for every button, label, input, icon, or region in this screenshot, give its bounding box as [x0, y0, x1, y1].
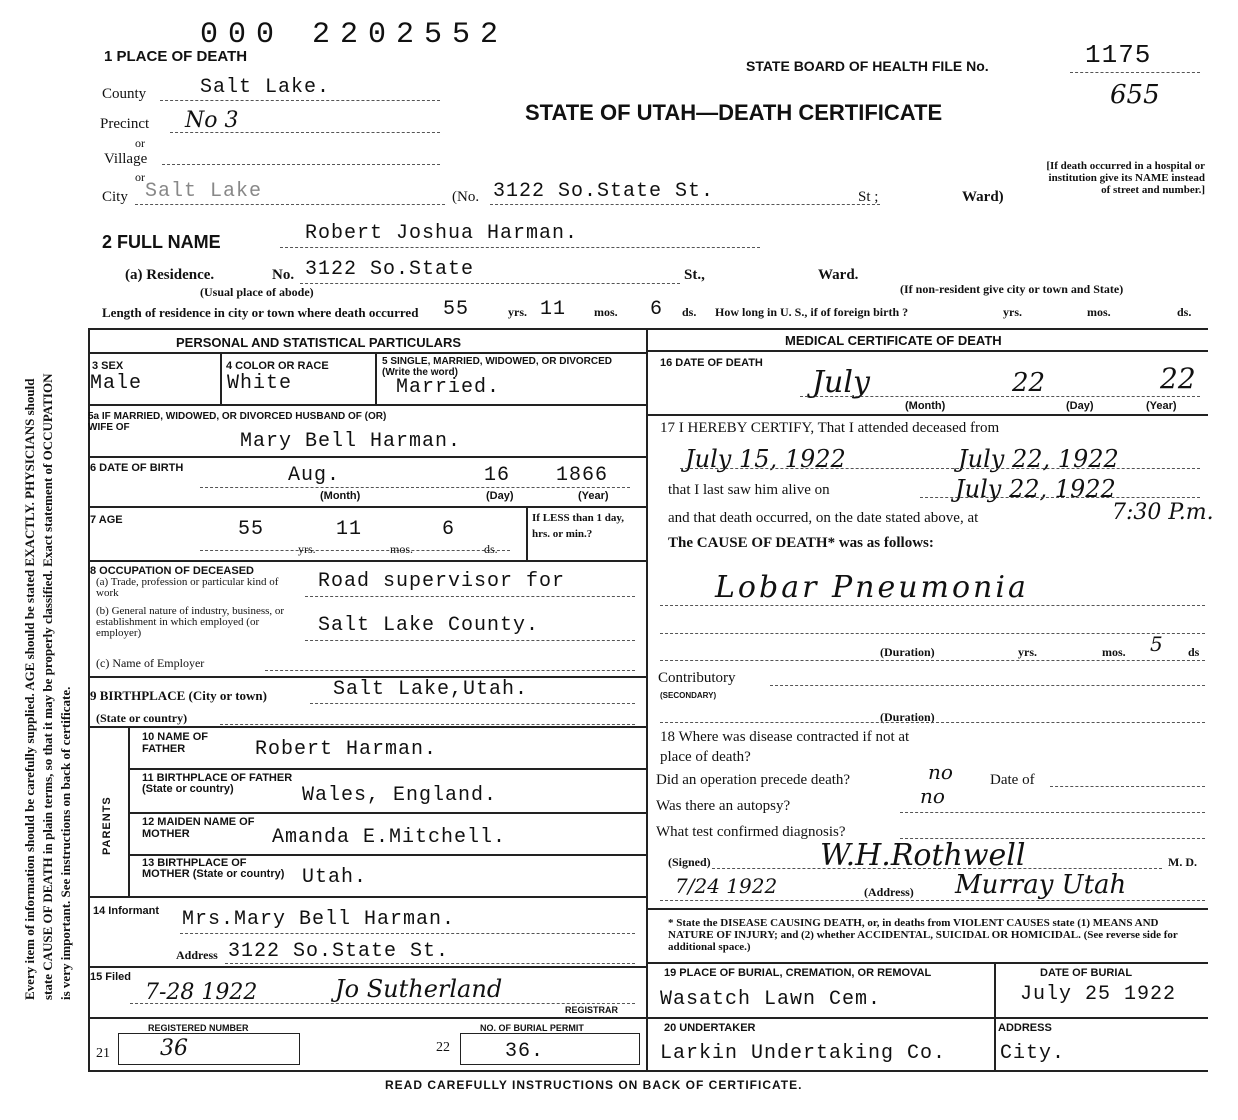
registered-number-value: 36	[160, 1036, 188, 1061]
undertaker-value: Larkin Undertaking Co.	[660, 1042, 947, 1065]
registered-number-label: REGISTERED NUMBER	[148, 1023, 249, 1033]
precinct-label: Precinct	[100, 116, 150, 132]
length-residence-label: Length of residence in city or town where death occurred	[102, 305, 419, 320]
county-value: Salt Lake.	[200, 76, 331, 99]
informant-label: 14 Informant	[93, 905, 160, 917]
date-of-death-year: 22	[1160, 362, 1196, 395]
age-label: 7 AGE	[90, 514, 123, 526]
secondary-label: (SECONDARY)	[660, 691, 717, 700]
marital-label: 5 SINGLE, MARRIED, WIDOWED, OR DIVORCED (Write the word)	[382, 356, 613, 378]
physician-address: Murray Utah	[955, 870, 1127, 900]
md-label: M. D.	[1168, 855, 1197, 869]
burial-place-value: Wasatch Lawn Cem.	[660, 988, 882, 1011]
street-value: 3122 So.State St.	[493, 180, 715, 203]
personal-heading: PERSONAL AND STATISTICAL PARTICULARS	[176, 335, 462, 350]
signed-date: 7/24 1922	[675, 874, 778, 898]
length-ds-label: ds.	[682, 305, 697, 319]
burial-date-label: DATE OF BURIAL	[1040, 967, 1133, 979]
birthplace-value: Salt Lake,Utah.	[333, 678, 529, 701]
residence-value: 3122 So.State	[305, 258, 475, 281]
burial-permit-value: 36.	[505, 1040, 545, 1063]
informant-address-value: 3122 So.State St.	[228, 940, 450, 963]
residence-label: (a) Residence.	[125, 267, 215, 283]
cause-of-death: Lobar Pneumonia	[715, 570, 1029, 605]
place-of-death-label: 1 PLACE OF DEATH	[104, 48, 248, 65]
side-instruction-1: Every item of information should be carefully supplied. AGE should be stated EXACTLY. PHYSICIANS should	[22, 378, 37, 1000]
dob-month: Aug.	[288, 464, 341, 487]
length-months: 11	[540, 298, 567, 321]
filed-label: 15 Filed	[90, 971, 131, 983]
or-label-1: or	[135, 136, 145, 150]
file-number: 1175	[1085, 40, 1152, 70]
nonresident-label: (If non-resident give city or town and State)	[900, 282, 1124, 296]
usual-abode-label: (Usual place of abode)	[200, 285, 314, 299]
operation-value: no	[928, 760, 953, 784]
street-st-label: St ;	[858, 189, 879, 205]
certificate-title: STATE OF UTAH—DEATH CERTIFICATE	[525, 100, 943, 125]
registrar-signature: Jo Sutherland	[335, 975, 503, 1003]
q18-label: 18 Where was disease contracted if not at place of death?	[660, 729, 910, 765]
undertaker-address-value: City.	[1000, 1042, 1066, 1065]
undertaker-label: 20 UNDERTAKER	[664, 1022, 756, 1034]
death-day-label: (Day)	[1066, 400, 1094, 412]
mother-birthplace-label: 13 BIRTHPLACE OF MOTHER (State or country)	[142, 857, 285, 880]
occupation-b-value: Salt Lake County.	[318, 614, 540, 637]
death-year-label: (Year)	[1146, 400, 1177, 412]
test-label: What test confirmed diagnosis?	[656, 824, 846, 840]
spouse-value: Mary Bell Harman.	[240, 430, 462, 453]
occupation-b-label: (b) General nature of industry, business, or establishment in which employed (or employer)	[96, 605, 285, 639]
birthplace-label: 9 BIRTHPLACE (City or town)	[90, 688, 267, 703]
father-name-label: 10 NAME OF FATHER	[142, 731, 209, 755]
duration-mos-label: mos.	[1102, 645, 1126, 659]
physician-signature: W.H.Rothwell	[820, 838, 1026, 873]
father-birthplace-value: Wales, England.	[302, 784, 498, 807]
dob-day-label: (Day)	[486, 490, 514, 502]
father-birthplace-label: 11 BIRTHPLACE OF FATHER (State or country)	[142, 772, 293, 795]
dob-year-label: (Year)	[578, 490, 609, 502]
date-of-death-day: 22	[1012, 368, 1046, 398]
full-name-label: 2 FULL NAME	[102, 232, 221, 252]
informant-value: Mrs.Mary Bell Harman.	[182, 908, 456, 931]
length-years: 55	[443, 298, 470, 321]
age-ds-label: ds.	[484, 542, 498, 556]
duration-yrs-label: yrs.	[1018, 645, 1037, 659]
sex-value: Male	[90, 372, 143, 395]
mother-name-value: Amanda E.Mitchell.	[272, 826, 507, 849]
age-yrs-label: yrs.	[298, 542, 316, 556]
residence-no-label: No.	[272, 267, 295, 283]
foreign-ds-label: ds.	[1177, 305, 1192, 319]
attend-from: July 15, 1922	[685, 445, 846, 473]
duration-value: 5	[1150, 632, 1163, 656]
race-label: 4 COLOR OR RACE	[226, 360, 329, 372]
village-label: Village	[104, 151, 148, 167]
registered-number-box	[118, 1033, 300, 1065]
street-no-label: (No.	[452, 189, 480, 205]
city-label: City	[102, 189, 128, 205]
less-than-day-label: If LESS than 1 day, hrs. or min.?	[532, 512, 625, 540]
autopsy-value: no	[920, 784, 945, 808]
age-mos-label: mos.	[390, 542, 414, 556]
date-of-label: Date of	[990, 772, 1035, 788]
medical-heading: MEDICAL CERTIFICATE OF DEATH	[785, 333, 1002, 348]
birthplace-state-label: (State or country)	[96, 711, 188, 725]
medical-footnote: * State the DISEASE CAUSING DEATH, or, in deaths from VIOLENT CAUSES state (1) MEANS AND NATURE OF INJURY; and (2) whether ACCIDENTAL, SUICIDAL OR HOMICIDAL. (See reverse side for additional space.)	[668, 917, 1178, 953]
race-value: White	[227, 372, 293, 395]
date-of-death-label: 16 DATE OF DEATH	[660, 357, 763, 369]
occupation-c-label: (c) Name of Employer	[96, 656, 205, 670]
occupation-a-value: Road supervisor for	[318, 570, 566, 593]
occupation-a-label: (a) Trade, profession or particular kind of work	[96, 576, 279, 599]
or-label-2: or	[135, 170, 145, 184]
cause-label: The CAUSE OF DEATH* was as follows:	[668, 535, 934, 551]
mother-name-label: 12 MAIDEN NAME OF MOTHER	[142, 816, 255, 840]
dob-year: 1866	[556, 464, 609, 487]
spouse-label: 5a IF MARRIED, WIDOWED, OR DIVORCED HUSBAND OF (OR) WIFE OF	[88, 411, 387, 433]
footer-instructions: READ CAREFULLY INSTRUCTIONS ON BACK OF CERTIFICATE.	[385, 1078, 803, 1092]
informant-address-label: Address	[176, 948, 218, 962]
death-month-label: (Month)	[905, 400, 946, 412]
duration-ds-label: ds	[1188, 645, 1200, 659]
last-saw-date: July 22, 1922	[955, 475, 1116, 503]
marital-value: Married.	[396, 376, 501, 399]
last-saw-label: that I last saw him alive on	[668, 482, 830, 498]
mother-birthplace-value: Utah.	[302, 866, 368, 889]
foreign-yrs-label: yrs.	[1003, 305, 1022, 319]
age-months: 11	[336, 518, 363, 541]
certify-label: 17 I HEREBY CERTIFY, That I attended deceased from	[660, 420, 1000, 436]
duration-label: (Duration)	[880, 645, 935, 659]
address-label: (Address)	[864, 885, 914, 899]
occurred-label: and that death occurred, on the date stated above, at	[668, 510, 979, 526]
dob-month-label: (Month)	[320, 490, 361, 502]
county-label: County	[102, 86, 147, 102]
residence-st-label: St.,	[684, 267, 705, 283]
burial-permit-prefix: 22	[436, 1040, 450, 1055]
precinct-value: No 3	[185, 108, 239, 133]
file-number-label: STATE BOARD OF HEALTH FILE No.	[746, 58, 989, 74]
length-days: 6	[650, 298, 664, 321]
full-name-value: Robert Joshua Harman.	[305, 222, 579, 245]
side-instruction-3: is very important. See instructions on back of certificate.	[58, 686, 73, 1000]
burial-permit-box	[460, 1033, 640, 1065]
registrar-label: REGISTRAR	[565, 1005, 619, 1015]
foreign-birth-label: How long in U. S., if of foreign birth ?	[715, 305, 909, 319]
father-name-value: Robert Harman.	[255, 738, 438, 761]
filed-date: 7-28 1922	[145, 980, 258, 1005]
city-value: Salt Lake	[145, 180, 263, 203]
time-of-death: 7:30 P.m.	[1112, 500, 1214, 525]
ward-label: Ward)	[962, 189, 1004, 205]
duration2-label: (Duration)	[880, 710, 935, 724]
parents-label: PARENTS	[101, 796, 113, 855]
residence-ward-label: Ward.	[818, 267, 859, 283]
undertaker-address-label: ADDRESS	[998, 1022, 1052, 1034]
sex-label: 3 SEX	[92, 360, 124, 372]
age-days: 6	[442, 518, 456, 541]
file-number-handwritten: 655	[1110, 80, 1160, 110]
burial-permit-label: NO. OF BURIAL PERMIT	[480, 1023, 584, 1033]
date-of-death-month: July	[812, 365, 870, 400]
length-mos-label: mos.	[594, 305, 618, 319]
dob-label: 6 DATE OF BIRTH	[90, 462, 184, 474]
foreign-mos-label: mos.	[1087, 305, 1111, 319]
serial-number: 000 2202552	[200, 18, 509, 52]
contributory-label: Contributory	[658, 670, 736, 686]
length-yrs-label: yrs.	[508, 305, 527, 319]
side-instruction-2: state CAUSE OF DEATH in plain terms, so that it may be properly classified. Exact statement of OCCUPATION	[40, 373, 55, 1000]
hospital-note: [If death occurred in a hospital or institution give its NAME instead of street and number.]	[1046, 160, 1205, 196]
signed-label: (Signed)	[668, 855, 711, 869]
registered-number-prefix: 21	[96, 1046, 110, 1061]
operation-label: Did an operation precede death?	[656, 772, 851, 788]
autopsy-label: Was there an autopsy?	[656, 798, 791, 814]
occupation-label: 8 OCCUPATION OF DECEASED	[90, 565, 254, 577]
age-years: 55	[238, 518, 265, 541]
burial-place-label: 19 PLACE OF BURIAL, CREMATION, OR REMOVAL	[664, 967, 932, 979]
attend-to: July 22, 1922	[958, 445, 1119, 473]
burial-date-value: July 25 1922	[1020, 983, 1177, 1006]
dob-day: 16	[484, 464, 511, 487]
